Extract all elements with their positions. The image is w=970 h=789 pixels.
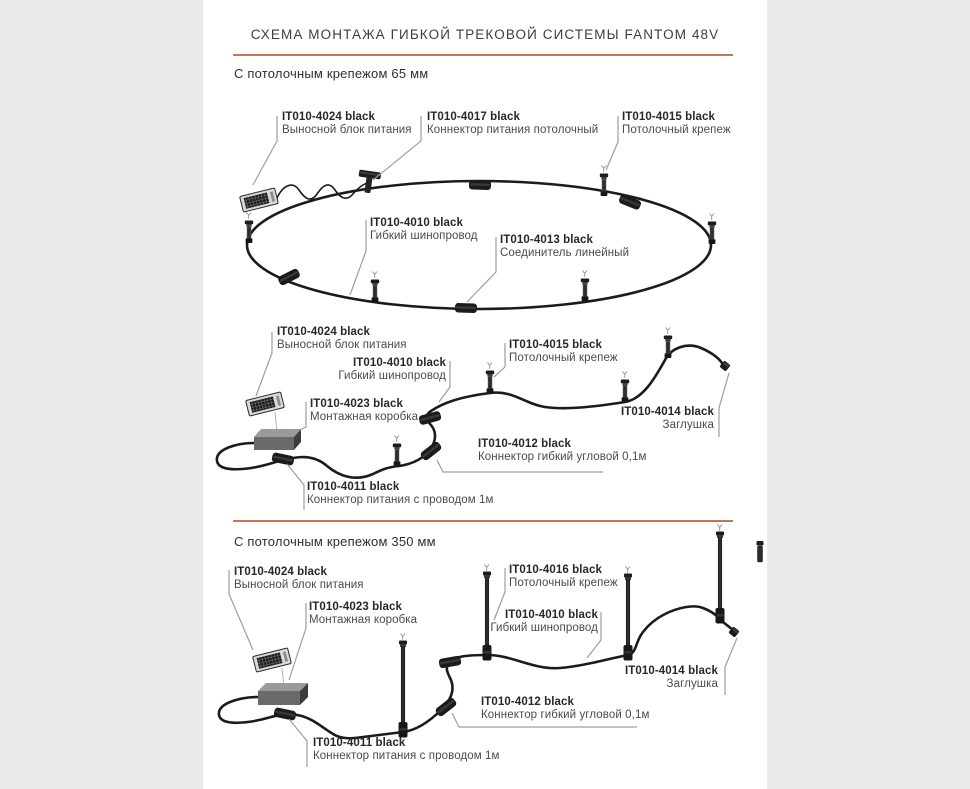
ceiling-mount-65-icon [245, 213, 253, 244]
product-code: IT010-4017 black [427, 111, 521, 123]
product-code: IT010-4014 black [624, 665, 718, 677]
connector-pill-icon [273, 707, 297, 721]
label-4023 [310, 398, 418, 424]
label-4012 [478, 438, 646, 464]
product-name: Монтажная коробка [309, 614, 418, 626]
label-4010 [338, 357, 446, 383]
label-4016 [509, 564, 618, 590]
label-4011 [313, 737, 500, 763]
product-code: IT010-4010 black [504, 609, 598, 621]
product-code: IT010-4012 black [478, 438, 572, 450]
product-name: Коннектор гибкий угловой 0,1м [478, 451, 647, 463]
section-heading-65mm: С потолочным крепежом 65 мм [234, 66, 429, 81]
ceiling-mount-65-icon [486, 363, 494, 394]
ceiling-mount-65-icon [600, 166, 608, 197]
scheme-sheet [203, 0, 767, 789]
product-name: Потолочный крепеж [509, 577, 618, 589]
connector-pill-icon [271, 452, 295, 466]
product-code: IT010-4024 black [234, 566, 328, 578]
ceiling-mount-65-icon [621, 372, 629, 403]
product-name: Гибкий шинопровод [490, 622, 598, 634]
product-name: Гибкий шинопровод [338, 370, 446, 382]
product-code: IT010-4010 black [370, 217, 464, 229]
ceiling-mount-65-icon [371, 272, 379, 303]
product-code: IT010-4011 black [313, 737, 406, 749]
product-code: IT010-4010 black [352, 357, 446, 369]
ceiling-mount-65-icon [708, 214, 716, 245]
product-name: Заглушка [666, 678, 718, 690]
label-4014 [625, 665, 718, 691]
section-heading-350mm: С потолочным крепежом 350 мм [234, 534, 436, 549]
label-4012 [481, 696, 649, 722]
product-name: Коннектор питания с проводом 1м [313, 750, 500, 762]
ceiling-mount-350-icon [716, 525, 725, 624]
psu-icon [253, 648, 292, 672]
product-code: IT010-4023 black [309, 601, 403, 613]
product-name: Монтажная коробка [310, 411, 419, 423]
ceiling-mount-350-icon [399, 634, 408, 738]
product-name: Коннектор питания потолочный [427, 124, 599, 136]
label-4014 [621, 406, 714, 432]
product-name: Коннектор питания с проводом 1м [307, 494, 494, 506]
leader-lines [253, 116, 618, 302]
product-code: IT010-4012 black [481, 696, 575, 708]
product-name: Выносной блок питания [282, 124, 412, 136]
label-4024 [234, 566, 364, 592]
product-code: IT010-4015 black [509, 339, 603, 351]
mounting-box-icon [258, 683, 308, 705]
product-code: IT010-4011 black [307, 481, 400, 493]
psu-icon [240, 188, 279, 212]
product-code: IT010-4013 black [500, 234, 594, 246]
page-title: СХЕМА МОНТАЖА ГИБКОЙ ТРЕКОВОЙ СИСТЕМЫ FANTOM 48V [250, 27, 720, 42]
product-name: Потолочный крепеж [509, 352, 618, 364]
product-code: IT010-4023 black [310, 398, 404, 410]
psu-icon [246, 392, 285, 416]
ceiling-mount-65-icon [664, 328, 672, 359]
title-divider [233, 54, 733, 56]
product-code: IT010-4024 black [277, 326, 371, 338]
label-4010 [490, 609, 598, 635]
connector-pill-icon [469, 180, 491, 190]
product-name: Коннектор гибкий угловой 0,1м [481, 709, 650, 721]
ceiling-mount-65-icon [393, 436, 401, 467]
product-code: IT010-4024 black [282, 111, 376, 123]
connector-pill-icon [438, 655, 461, 668]
product-name: Выносной блок питания [234, 579, 364, 591]
spare-rod-icon [757, 541, 764, 562]
connector-pill-icon [455, 303, 477, 313]
product-name: Заглушка [662, 419, 714, 431]
product-name: Потолочный крепеж [622, 124, 731, 136]
label-4015 [509, 339, 618, 365]
label-4011 [307, 481, 494, 507]
ceiling-mount-350-icon [624, 567, 633, 661]
product-name: Соединитель линейный [500, 247, 630, 259]
ceiling-mount-65-icon [581, 271, 589, 302]
label-4023 [309, 601, 417, 627]
connector-pill-icon [434, 696, 457, 717]
product-code: IT010-4014 black [620, 406, 714, 418]
label-4024 [277, 326, 407, 352]
label-4017 [427, 111, 598, 137]
product-name: Гибкий шинопровод [370, 230, 478, 242]
connector-pill-icon [419, 440, 442, 461]
label-4024 [282, 111, 412, 137]
label-4010 [370, 217, 478, 243]
label-4015 [622, 111, 731, 137]
product-code: IT010-4015 black [622, 111, 716, 123]
product-name: Выносной блок питания [277, 339, 407, 351]
label-4013 [500, 234, 629, 260]
product-code: IT010-4016 black [509, 564, 603, 576]
